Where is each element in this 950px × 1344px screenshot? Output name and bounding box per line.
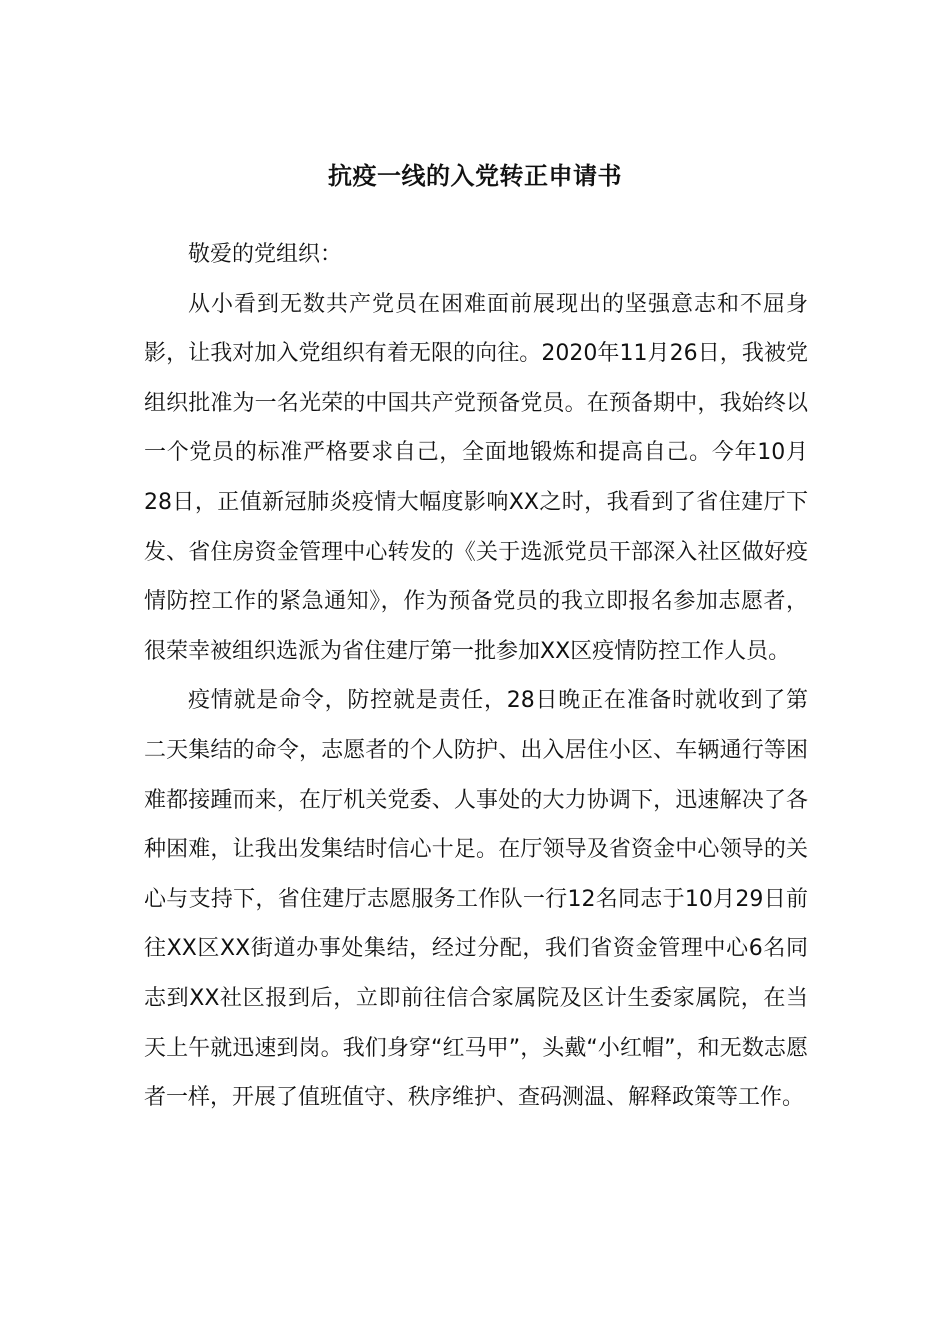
document-title: 抗疫一线的入党转正申请书 [328,162,622,190]
salutation: 敬爱的党组织： [188,242,343,267]
paragraph-1: 从小看到无数共产党员在困难面前展现出的坚强意志和不屈身影，让我对加入党组织有着无限的向往。2020年11月26日，我被党组织批准为一名光荣的中国共产党预备党员。在预备期中，我始终以一个党员的标准严格要求自己，全面地锻炼和提高自己。今年10月28日，正值新冠肺炎疫情大幅度影响XX之时，我看到了省住建厅下发、省住房资金管理中心转发的《关于选派党员干部深入社区做好疫情防控工作的紧急通知》，作为预备党员的我立即报名参加志愿者，很荣幸被组织选派为省住建厅第一批参加XX区疫情防控工作人员。 [144,291,808,664]
document-body [144,230,808,1123]
paragraph-2: 疫情就是命令，防控就是责任，28日晚正在准备时就收到了第二天集结的命令，志愿者的个人防护、出入居住小区、车辆通行等困难都接踵而来，在厅机关党委、人事处的大力协调下，迅速解决了各种困难，让我出发集结时信心十足。在厅领导及省资金中心领导的关心与支持下，省住建厅志愿服务工作队一行12名同志于10月29日前往XX区XX街道办事处集结，经过分配，我们省资金管理中心6名同志到XX社区报到后，立即前往信合家属院及区计生委家属院，在当天上午就迅速到岗。我们身穿“红马甲”，头戴“小红帽”，和无数志愿者一样，开展了值班值守、秩序维护、查码测温、解释政策等工作。 [144,688,809,1111]
